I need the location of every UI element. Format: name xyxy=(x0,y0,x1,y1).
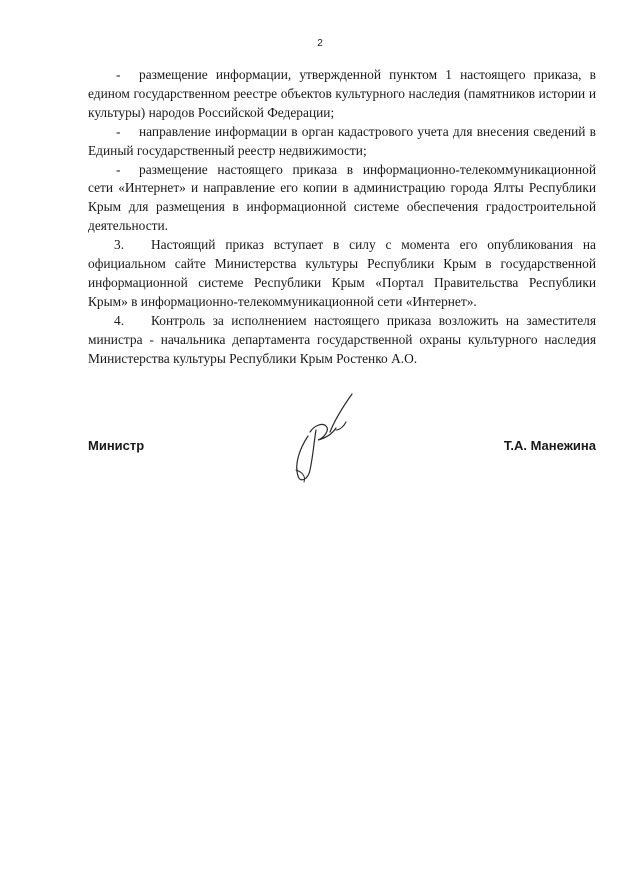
signatory-title: Министр xyxy=(88,438,145,453)
handwritten-signature xyxy=(286,386,366,486)
list-item xyxy=(88,123,596,161)
paragraph-text: Настоящий приказ вступает в силу с момента его опубликования на официальном сайте Министерства культуры Республики Крым в государственной информационной системе Республики Крым «Портал Правительства Республики Крым» в информационно-телекоммуникационной сети «Интернет». xyxy=(88,237,596,309)
paragraph-text: Контроль за исполнением настоящего приказа возложить на заместителя министра - начальника департамента государственной охраны культурного наследия Министерства культуры Республики Крым Ростенко А.О. xyxy=(88,312,596,366)
signatory-name: Т.А. Манежина xyxy=(503,438,596,453)
list-item-text: размещение настоящего приказа в информационно-телекоммуникационной сети «Интернет» и направление его копии в администрацию города Ялты Республики Крым для размещения в информационной системе обеспечения градостроительной деятельности. xyxy=(88,161,596,234)
paragraph-number: 3. xyxy=(114,237,125,253)
dash-marker: - xyxy=(116,123,121,139)
numbered-paragraph xyxy=(88,236,596,312)
list-item xyxy=(88,66,596,123)
dash-marker: - xyxy=(116,67,121,82)
paragraph-number: 4. xyxy=(114,312,125,328)
list-item-text: направление информации в орган кадастрового учета для внесения сведений в Единый государственный реестр недвижимости; xyxy=(88,123,596,158)
order-text xyxy=(88,66,596,369)
numbered-paragraph xyxy=(88,312,596,369)
page-number: 2 xyxy=(317,38,323,49)
dash-marker: - xyxy=(116,161,121,177)
list-item-text: размещение информации, утвержденной пунктом 1 настоящего приказа, в едином государственном реестре объектов культурного наследия (памятников истории и культуры) народов Российской Федерации; xyxy=(88,67,596,120)
list-item xyxy=(88,161,596,237)
